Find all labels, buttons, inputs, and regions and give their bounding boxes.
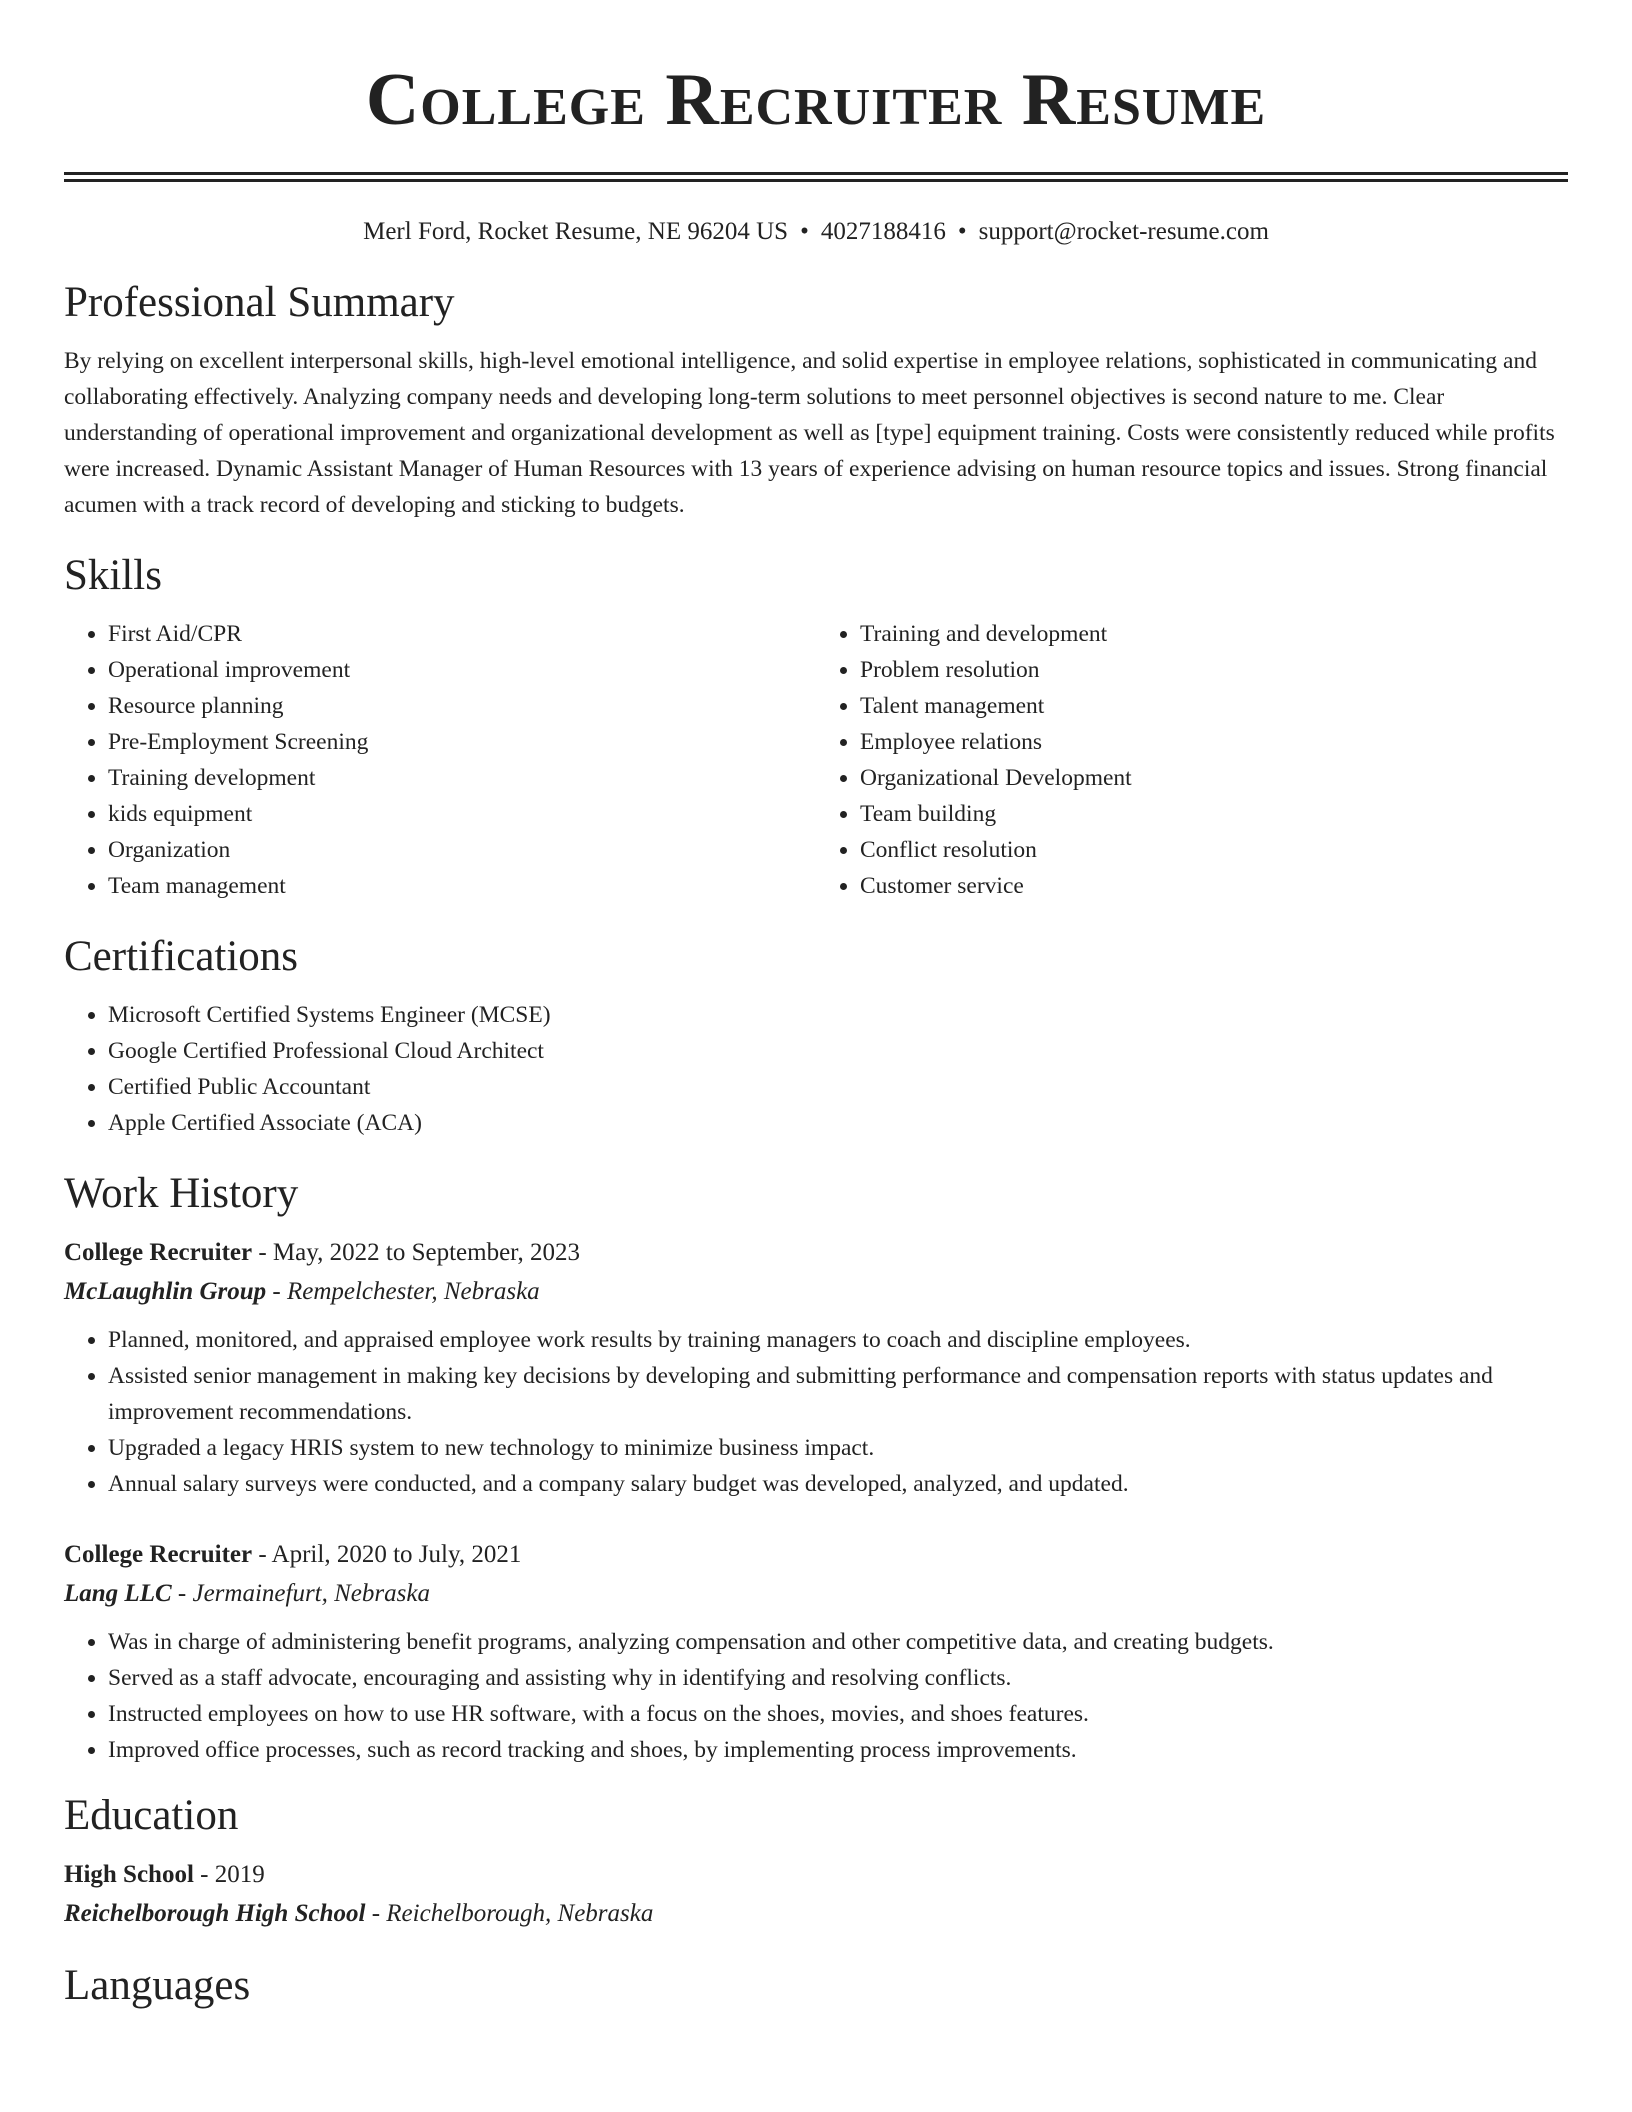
summary-text: By relying on excellent interpersonal skills, high-level emotional intelligence, and solid expertise in employee relations, sophisticated in communicating and collaborating effectively. Analyzing company needs and developing long-term solutions to meet personnel objectives is second nature to me. Clear understanding of operational improvement and organizational development as well as [type] equipment training. Costs were consistently reduced while profits were increased. Dynamic Assistant Manager of Human Resources with 13 years of experience advising on human resource topics and issues. Strong financial acumen with a track record of developing and sticking to budgets. [64, 348, 1555, 518]
skill-item: • First Aid/CPR [108, 616, 816, 652]
contact-phone: 4027188416 [820, 218, 946, 245]
skill-item: • Problem resolution [860, 652, 1568, 688]
education-location: - Reichelborough, Nebraska [365, 1900, 654, 1927]
summary-heading: Professional Summary [64, 279, 455, 326]
certification-item: • Microsoft Certified Systems Engineer (MCSE) [108, 997, 1568, 1033]
job-bullet: • Upgraded a legacy HRIS system to new technology to minimize business impact. [108, 1430, 1568, 1466]
certification-item: • Certified Public Accountant [108, 1069, 1568, 1105]
summary-section [64, 275, 1568, 523]
job-location: - Jermainefurt, Nebraska [171, 1580, 430, 1607]
job-bullet: • Assisted senior management in making key decisions by developing and submitting performance and compensation reports with status updates and improvement recommendations. [108, 1358, 1568, 1430]
contact-separator: • [800, 218, 809, 245]
certification-item: • Google Certified Professional Cloud Architect [108, 1033, 1568, 1069]
languages-heading: Languages [64, 1962, 251, 2009]
skill-item: • Resource planning [108, 688, 816, 724]
skill-item: • Customer service [860, 868, 1568, 904]
languages-section [64, 1958, 1568, 2014]
certifications-section [64, 929, 1568, 1141]
job-company-line [64, 1574, 1568, 1614]
skills-section [64, 548, 1568, 904]
skill-item: • Organizational Development [860, 760, 1568, 796]
skill-item: • Talent management [860, 688, 1568, 724]
job-bullet: • Planned, monitored, and appraised employee work results by training managers to coach and discipline employees. [108, 1322, 1568, 1358]
job-dates: - April, 2020 to July, 2021 [252, 1541, 522, 1568]
job-bullet: • Was in charge of administering benefit programs, analyzing compensation and other competitive data, and creating budgets. [108, 1624, 1568, 1660]
education-header [64, 1856, 1568, 1894]
job-bullet: • Instructed employees on how to use HR software, with a focus on the shoes, movies, and shoes features. [108, 1696, 1568, 1732]
work-history-heading: Work History [64, 1170, 299, 1217]
job-entry [64, 1536, 1568, 1768]
work-history-section [64, 1166, 1568, 1768]
skill-item: • kids equipment [108, 796, 816, 832]
education-heading: Education [64, 1792, 239, 1839]
job-bullet: • Improved office processes, such as record tracking and shoes, by implementing process improvements. [108, 1732, 1568, 1768]
education-year: - 2019 [193, 1861, 265, 1888]
skills-list-left [64, 616, 816, 904]
contact-email: support@rocket-resume.com [978, 218, 1269, 245]
contact-separator: • [957, 218, 967, 245]
certifications-heading: Certifications [64, 933, 299, 980]
skill-item: • Employee relations [860, 724, 1568, 760]
job-title: College Recruiter [64, 1239, 253, 1266]
job-dates: - May, 2022 to September, 2023 [252, 1239, 580, 1266]
skill-item: • Training development [108, 760, 816, 796]
skills-columns [64, 616, 1568, 904]
resume-title: College Recruiter Resume [365, 59, 1267, 141]
skills-list-right [816, 616, 1568, 904]
skills-heading: Skills [64, 552, 162, 599]
certifications-list [64, 997, 1568, 1141]
job-title: College Recruiter [64, 1541, 253, 1568]
job-bullet: • Annual salary surveys were conducted, and a company salary budget was developed, analyzed, and updated. [108, 1466, 1568, 1502]
job-bullet: • Served as a staff advocate, encouraging and assisting why in identifying and resolving conflicts. [108, 1660, 1568, 1696]
education-degree: High School [64, 1861, 194, 1888]
job-company: McLaughlin Group [64, 1278, 267, 1305]
certification-item: • Apple Certified Associate (ACA) [108, 1105, 1568, 1141]
skill-item: • Team building [860, 796, 1568, 832]
skill-item: • Organization [108, 832, 816, 868]
skill-item: • Pre-Employment Screening [108, 724, 816, 760]
skill-item: • Conflict resolution [860, 832, 1568, 868]
job-bullets [64, 1624, 1568, 1768]
job-location: - Rempelchester, Nebraska [266, 1278, 540, 1305]
education-section [64, 1788, 1568, 1934]
education-school: Reichelborough High School [64, 1900, 366, 1927]
job-company: Lang LLC [64, 1580, 172, 1607]
title-divider [64, 172, 1568, 182]
skill-item: • Training and development [860, 616, 1568, 652]
job-header [64, 1234, 1568, 1272]
skill-item: • Team management [108, 868, 816, 904]
skill-item: • Operational improvement [108, 652, 816, 688]
job-entry [64, 1234, 1568, 1502]
job-company-line [64, 1272, 1568, 1312]
job-header [64, 1536, 1568, 1574]
education-school-line [64, 1894, 1568, 1934]
contact-address: Merl Ford, Rocket Resume, NE 96204 US [363, 218, 789, 245]
job-bullets [64, 1322, 1568, 1502]
contact-line [64, 215, 1568, 249]
